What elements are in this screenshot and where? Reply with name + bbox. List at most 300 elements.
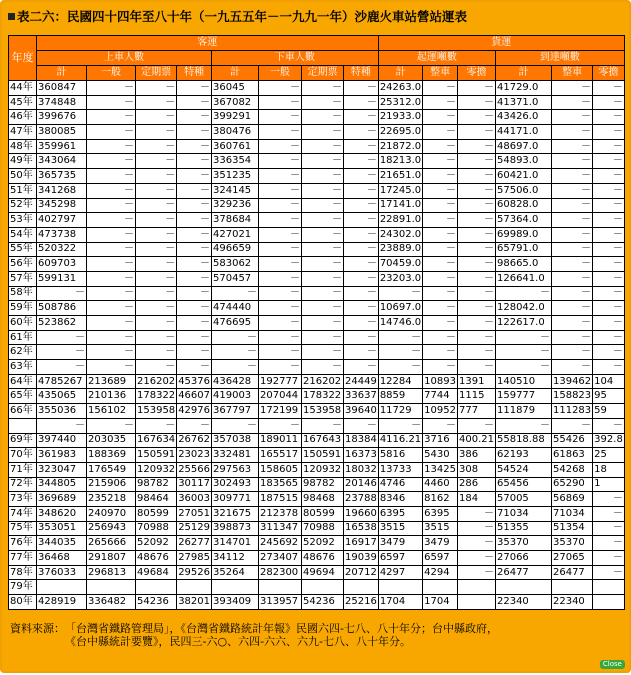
data-cell: － — [593, 536, 625, 551]
data-cell: － — [457, 154, 495, 169]
data-cell: 120932 — [302, 462, 344, 477]
row-year-cell: 72年 — [9, 477, 37, 492]
data-cell: 51355 — [495, 521, 551, 536]
data-cell: 98782 — [302, 477, 344, 492]
data-cell: 150591 — [136, 448, 177, 463]
data-cell: － — [302, 139, 344, 154]
data-cell: － — [457, 536, 495, 551]
header-arrived-lcl: 零擔 — [593, 66, 625, 81]
data-cell: － — [423, 257, 458, 272]
row-year-cell: 74年 — [9, 506, 37, 521]
data-cell: － — [259, 242, 302, 257]
data-cell: 341268 — [37, 183, 87, 198]
data-cell: － — [344, 183, 379, 198]
row-year-cell: 46年 — [9, 110, 37, 125]
data-cell: 98468 — [302, 492, 344, 507]
data-cell: － — [259, 316, 302, 331]
row-year-cell: 78年 — [9, 565, 37, 580]
data-cell: 65290 — [551, 477, 592, 492]
header-year: 年度 — [9, 36, 37, 81]
data-cell: 43426.0 — [495, 110, 551, 125]
data-cell: 583062 — [212, 257, 259, 272]
data-cell: － — [344, 271, 379, 286]
data-cell: － — [344, 139, 379, 154]
header-alighting-season: 定期票 — [302, 66, 344, 81]
table-row — [9, 227, 625, 242]
data-cell — [87, 580, 136, 595]
table-row — [9, 81, 625, 96]
data-cell: 256943 — [87, 521, 136, 536]
row-year-cell: 60年 — [9, 316, 37, 331]
data-cell: － — [457, 198, 495, 213]
table-row — [9, 433, 625, 448]
data-cell: 348620 — [37, 506, 87, 521]
data-cell: 49684 — [136, 565, 177, 580]
data-cell: － — [87, 271, 136, 286]
data-cell: 343064 — [37, 154, 87, 169]
table-title-text: 表二六：民國四十四年至八十年（一九五五年－一九九一年）沙鹿火車站營站運表 — [17, 9, 468, 24]
data-cell: 291807 — [87, 551, 136, 566]
row-year-cell — [9, 418, 37, 433]
data-cell: － — [259, 154, 302, 169]
data-cell: 22695.0 — [378, 125, 422, 140]
data-cell: 380085 — [37, 125, 87, 140]
data-cell: － — [136, 154, 177, 169]
header-alighting-special: 特種 — [344, 66, 379, 81]
data-cell: － — [457, 316, 495, 331]
data-cell: － — [423, 183, 458, 198]
data-cell: 36045 — [212, 81, 259, 96]
table-row — [9, 198, 625, 213]
data-cell: 351235 — [212, 169, 259, 184]
data-cell: － — [457, 418, 495, 433]
data-cell: － — [302, 213, 344, 228]
table-row — [9, 110, 625, 125]
data-cell: 357038 — [212, 433, 259, 448]
header-dispatched-wagon: 整車 — [423, 66, 458, 81]
data-cell: 7744 — [423, 389, 458, 404]
row-year-cell: 65年 — [9, 389, 37, 404]
data-cell: － — [37, 418, 87, 433]
data-cell: － — [37, 286, 87, 301]
data-cell: － — [136, 183, 177, 198]
data-cell: － — [177, 110, 212, 125]
data-cell: 3479 — [423, 536, 458, 551]
data-cell: － — [344, 242, 379, 257]
data-cell: 71034 — [495, 506, 551, 521]
data-cell: － — [593, 286, 625, 301]
data-cell: 111283 — [551, 404, 592, 419]
row-year-cell: 56年 — [9, 257, 37, 272]
data-cell: 167634 — [136, 433, 177, 448]
table-row — [9, 374, 625, 389]
data-cell: － — [551, 330, 592, 345]
data-cell: － — [136, 242, 177, 257]
data-cell: 183565 — [259, 477, 302, 492]
header-boarding: 上車人數 — [37, 51, 212, 66]
data-cell: 20146 — [344, 477, 379, 492]
data-cell: － — [551, 81, 592, 96]
data-cell: － — [136, 227, 177, 242]
data-cell — [457, 580, 495, 595]
row-year-cell: 63年 — [9, 360, 37, 375]
data-cell — [136, 580, 177, 595]
data-cell: － — [87, 227, 136, 242]
data-cell: － — [259, 213, 302, 228]
data-cell: 321675 — [212, 506, 259, 521]
data-cell: 378684 — [212, 213, 259, 228]
data-cell: － — [457, 110, 495, 125]
data-cell: 10893 — [423, 374, 458, 389]
data-cell: 570457 — [212, 271, 259, 286]
source-line-2: 《台中縣統計要覽》，民四三-六○、六四-六六、六九-七八、八十年分。 — [65, 635, 412, 648]
data-cell: － — [551, 418, 592, 433]
data-cell: 609703 — [37, 257, 87, 272]
data-cell: 176549 — [87, 462, 136, 477]
data-cell: 523862 — [37, 316, 87, 331]
data-cell: 21872.0 — [378, 139, 422, 154]
data-cell: 22340 — [551, 595, 592, 610]
data-cell: 23203.0 — [378, 271, 422, 286]
data-cell: － — [423, 95, 458, 110]
table-row — [9, 286, 625, 301]
data-cell: 55426 — [551, 433, 592, 448]
data-cell: 4294 — [423, 565, 458, 580]
data-cell: 6395 — [423, 506, 458, 521]
data-cell: － — [177, 139, 212, 154]
data-cell: 508786 — [37, 301, 87, 316]
data-cell: － — [593, 81, 625, 96]
data-cell: － — [87, 198, 136, 213]
data-cell: 4116.21 — [378, 433, 422, 448]
data-cell: 25 — [593, 448, 625, 463]
data-cell: 17141.0 — [378, 198, 422, 213]
data-cell: － — [87, 360, 136, 375]
data-cell: 192777 — [259, 374, 302, 389]
data-cell: 1704 — [378, 595, 422, 610]
row-year-cell: 44年 — [9, 81, 37, 96]
data-cell: 3716 — [423, 433, 458, 448]
data-cell: － — [344, 154, 379, 169]
table-row — [9, 330, 625, 345]
data-cell: 42976 — [177, 404, 212, 419]
data-cell: － — [457, 286, 495, 301]
data-cell: 65456 — [495, 477, 551, 492]
data-cell: － — [593, 242, 625, 257]
data-cell: － — [177, 81, 212, 96]
data-cell: 35264 — [212, 565, 259, 580]
row-year-cell: 70年 — [9, 448, 37, 463]
data-cell: － — [593, 506, 625, 521]
data-cell: － — [344, 213, 379, 228]
data-cell: 19039 — [344, 551, 379, 566]
data-cell: － — [37, 360, 87, 375]
close-button[interactable]: Close — [600, 660, 625, 669]
row-year-cell: 57年 — [9, 271, 37, 286]
data-cell: － — [177, 227, 212, 242]
data-cell: － — [423, 154, 458, 169]
data-cell: － — [177, 418, 212, 433]
data-cell: 344035 — [37, 536, 87, 551]
data-cell: 399291 — [212, 110, 259, 125]
data-cell: － — [344, 169, 379, 184]
data-cell: － — [457, 81, 495, 96]
table-title — [8, 7, 467, 25]
table-row — [9, 477, 625, 492]
data-cell: － — [259, 198, 302, 213]
station-operations-table — [8, 35, 625, 610]
row-year-cell: 61年 — [9, 330, 37, 345]
data-cell: 332481 — [212, 448, 259, 463]
data-cell: － — [378, 345, 422, 360]
data-cell: 520322 — [37, 242, 87, 257]
data-cell: － — [593, 227, 625, 242]
data-cell: － — [344, 360, 379, 375]
data-cell: － — [177, 345, 212, 360]
table-row — [9, 595, 625, 610]
data-cell: － — [177, 213, 212, 228]
data-cell: － — [495, 330, 551, 345]
data-cell: 57364.0 — [495, 213, 551, 228]
data-cell: － — [423, 213, 458, 228]
data-cell: － — [259, 95, 302, 110]
data-cell: 189011 — [259, 433, 302, 448]
data-cell: － — [495, 286, 551, 301]
data-cell: 188369 — [87, 448, 136, 463]
data-cell: 329236 — [212, 198, 259, 213]
data-cell — [423, 580, 458, 595]
data-cell — [495, 580, 551, 595]
data-cell: 398873 — [212, 521, 259, 536]
data-cell: － — [344, 125, 379, 140]
data-cell: － — [302, 286, 344, 301]
table-row — [9, 506, 625, 521]
data-cell: 13425 — [423, 462, 458, 477]
data-cell: － — [423, 227, 458, 242]
data-cell: － — [344, 418, 379, 433]
data-cell: 4297 — [378, 565, 422, 580]
data-cell: － — [495, 360, 551, 375]
data-cell: － — [302, 360, 344, 375]
data-cell: 380476 — [212, 125, 259, 140]
data-cell: － — [177, 242, 212, 257]
data-cell: 54268 — [551, 462, 592, 477]
data-cell: － — [593, 418, 625, 433]
data-cell: － — [87, 183, 136, 198]
data-cell: － — [136, 198, 177, 213]
data-cell: 54236 — [136, 595, 177, 610]
header-boarding-special: 特種 — [177, 66, 212, 81]
data-cell: 376033 — [37, 565, 87, 580]
table-row — [9, 154, 625, 169]
data-cell: 24449 — [344, 374, 379, 389]
table-row — [9, 316, 625, 331]
data-cell: 60828.0 — [495, 198, 551, 213]
data-cell: 21933.0 — [378, 110, 422, 125]
data-cell: 4785267 — [37, 374, 87, 389]
data-cell: － — [551, 183, 592, 198]
data-cell: － — [593, 213, 625, 228]
data-cell: 16373 — [344, 448, 379, 463]
row-year-cell: 51年 — [9, 183, 37, 198]
data-cell: － — [37, 330, 87, 345]
data-cell: 70459.0 — [378, 257, 422, 272]
data-cell: 153958 — [136, 404, 177, 419]
data-cell: － — [302, 257, 344, 272]
data-cell: － — [423, 286, 458, 301]
data-cell: 397440 — [37, 433, 87, 448]
table-body — [9, 81, 625, 610]
data-cell: 359961 — [37, 139, 87, 154]
data-cell: － — [593, 492, 625, 507]
data-cell — [212, 580, 259, 595]
data-cell: － — [551, 360, 592, 375]
data-cell: － — [344, 286, 379, 301]
data-cell: － — [551, 154, 592, 169]
table-row — [9, 418, 625, 433]
data-cell: － — [593, 183, 625, 198]
data-cell: － — [457, 183, 495, 198]
data-cell: 54893.0 — [495, 154, 551, 169]
data-cell: 27066 — [495, 551, 551, 566]
data-cell: － — [259, 81, 302, 96]
data-cell: － — [344, 198, 379, 213]
data-cell: 216202 — [302, 374, 344, 389]
table-row — [9, 345, 625, 360]
data-cell: － — [87, 154, 136, 169]
data-cell: － — [551, 271, 592, 286]
data-cell: － — [87, 139, 136, 154]
data-cell — [457, 595, 495, 610]
data-cell: 235218 — [87, 492, 136, 507]
table-row — [9, 404, 625, 419]
data-cell: － — [423, 316, 458, 331]
row-year-cell: 80年 — [9, 595, 37, 610]
data-cell: 35370 — [551, 536, 592, 551]
data-cell: 104 — [593, 374, 625, 389]
data-cell: 27065 — [551, 551, 592, 566]
data-cell: － — [259, 257, 302, 272]
data-cell: － — [136, 110, 177, 125]
data-cell: 159777 — [495, 389, 551, 404]
data-cell: 13733 — [378, 462, 422, 477]
data-cell — [302, 580, 344, 595]
data-cell: － — [457, 506, 495, 521]
data-cell: 150591 — [302, 448, 344, 463]
data-cell: － — [593, 257, 625, 272]
row-year-cell: 79年 — [9, 580, 37, 595]
data-cell: － — [136, 257, 177, 272]
data-cell: 18 — [593, 462, 625, 477]
data-cell: 367797 — [212, 404, 259, 419]
data-cell: 61863 — [551, 448, 592, 463]
header-dispatched-lcl: 零擔 — [457, 66, 495, 81]
data-cell: － — [551, 125, 592, 140]
data-cell: 18213.0 — [378, 154, 422, 169]
data-cell: － — [551, 227, 592, 242]
data-cell: 19660 — [344, 506, 379, 521]
data-cell: 25312.0 — [378, 95, 422, 110]
data-cell: 313957 — [259, 595, 302, 610]
table-row — [9, 125, 625, 140]
data-cell: 393409 — [212, 595, 259, 610]
data-cell: 172199 — [259, 404, 302, 419]
data-cell: － — [551, 316, 592, 331]
data-cell: 282300 — [259, 565, 302, 580]
data-cell: 98782 — [136, 477, 177, 492]
data-cell: － — [423, 301, 458, 316]
data-cell: 207044 — [259, 389, 302, 404]
data-cell: 80599 — [302, 506, 344, 521]
data-cell: － — [378, 330, 422, 345]
data-cell: － — [259, 360, 302, 375]
data-cell: － — [551, 301, 592, 316]
data-cell: － — [259, 330, 302, 345]
data-cell: 361983 — [37, 448, 87, 463]
data-cell: 27985 — [177, 551, 212, 566]
data-cell — [344, 580, 379, 595]
data-cell: － — [87, 213, 136, 228]
data-cell: － — [302, 198, 344, 213]
data-cell: － — [259, 227, 302, 242]
data-cell: 8346 — [378, 492, 422, 507]
data-cell: 55818.88 — [495, 433, 551, 448]
data-cell: － — [423, 81, 458, 96]
data-cell: － — [302, 330, 344, 345]
data-cell: 8162 — [423, 492, 458, 507]
data-cell: － — [302, 301, 344, 316]
table-row — [9, 492, 625, 507]
data-cell: 26277 — [177, 536, 212, 551]
data-cell: 36003 — [177, 492, 212, 507]
data-cell: － — [87, 345, 136, 360]
data-cell: － — [423, 360, 458, 375]
data-cell: － — [302, 81, 344, 96]
data-cell: 435065 — [37, 389, 87, 404]
data-cell: 29526 — [177, 565, 212, 580]
header-arrived-wagon: 整車 — [551, 66, 592, 81]
data-cell: 353051 — [37, 521, 87, 536]
data-cell: 1391 — [457, 374, 495, 389]
table-row — [9, 389, 625, 404]
data-cell: 128042.0 — [495, 301, 551, 316]
data-cell: － — [87, 125, 136, 140]
data-cell — [259, 580, 302, 595]
data-cell: 1704 — [423, 595, 458, 610]
data-cell: － — [378, 286, 422, 301]
data-cell: － — [87, 81, 136, 96]
data-cell: － — [344, 301, 379, 316]
data-cell: 62193 — [495, 448, 551, 463]
data-cell: － — [423, 198, 458, 213]
data-cell: 98665.0 — [495, 257, 551, 272]
data-cell: － — [177, 257, 212, 272]
source-note — [10, 622, 620, 648]
data-cell: － — [551, 257, 592, 272]
data-cell: 98464 — [136, 492, 177, 507]
data-cell: 45376 — [177, 374, 212, 389]
data-cell: － — [593, 95, 625, 110]
data-cell: 139462 — [551, 374, 592, 389]
data-cell: 3479 — [378, 536, 422, 551]
data-cell: 184 — [457, 492, 495, 507]
row-year-cell: 71年 — [9, 462, 37, 477]
data-cell: 496659 — [212, 242, 259, 257]
data-cell: 402797 — [37, 213, 87, 228]
data-cell: － — [87, 316, 136, 331]
data-cell: 21651.0 — [378, 169, 422, 184]
data-cell: － — [423, 242, 458, 257]
